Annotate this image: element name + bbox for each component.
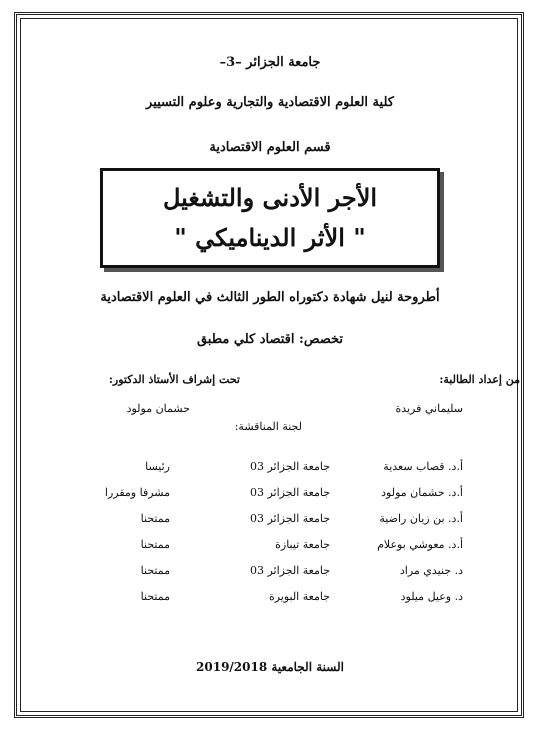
jury-label: لجنة المناقشة: (234, 420, 302, 433)
jury-member-name: د. جنيدي مراد (399, 564, 463, 577)
jury-member-university: جامعة البويرة (268, 590, 330, 603)
thesis-title-line1: الأجر الأدنى والتشغيل (162, 183, 378, 212)
jury-member-university: جامعة الجزائر 03 (249, 512, 330, 525)
jury-member-role: مشرفا ومقررا (104, 486, 170, 499)
jury-row (0, 512, 540, 530)
thesis-title-box (100, 168, 440, 268)
jury-member-university: جامعة الجزائر 03 (249, 460, 330, 473)
jury-member-university: جامعة تيبازة (275, 538, 330, 551)
specialty: تخصص: اقتصاد كلي مطبق (196, 332, 344, 347)
jury-member-role: ممتحنا (140, 538, 170, 551)
jury-member-role: ممتحنا (140, 590, 170, 603)
jury-row (0, 460, 540, 478)
academic-year: السنة الجامعية 2019/2018 (196, 660, 344, 674)
jury-member-university: جامعة الجزائر 03 (249, 564, 330, 577)
department-name: قسم العلوم الاقتصادية (209, 140, 331, 155)
thesis-purpose: أطروحة لنيل شهادة دكتوراه الطور الثالث في العلوم الاقتصادية (100, 290, 440, 305)
jury-member-name: أ.د. حشمان مولود (381, 486, 463, 499)
supervisor-name: حشمان مولود (126, 402, 190, 415)
jury-member-university: جامعة الجزائر 03 (249, 486, 330, 499)
jury-row (0, 590, 540, 608)
jury-row (0, 538, 540, 556)
jury-member-name: أ.د. بن زيان راضية (379, 512, 463, 525)
jury-member-name: أ.د. معوشي بوعلام (377, 538, 463, 551)
jury-member-role: رئيسا (145, 460, 170, 473)
university-name: جامعة الجزائر –3– (219, 55, 321, 70)
student-name: سليماني فريدة (395, 402, 463, 415)
jury-member-name: أ.د. قصاب سعدية (383, 460, 463, 473)
faculty-name: كلية العلوم الاقتصادية والتجارية وعلوم التسيير (146, 95, 394, 110)
jury-member-role: ممتحنا (140, 564, 170, 577)
thesis-title-line2: " الأثر الديناميكي " (174, 223, 366, 252)
supervisor-label: تحت إشراف الأستاذ الدكتور: (108, 373, 240, 386)
jury-row (0, 486, 540, 504)
jury-member-role: ممتحنا (140, 512, 170, 525)
prepared-by-label: من إعداد الطالبة: (439, 373, 520, 386)
jury-row (0, 564, 540, 582)
jury-member-name: د. وعيل ميلود (400, 590, 463, 603)
